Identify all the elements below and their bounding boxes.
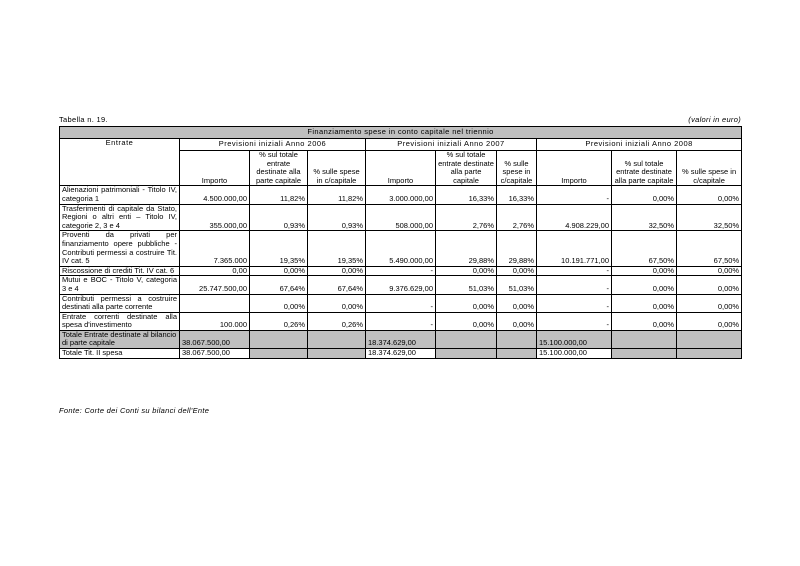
entrate-header: Entrate [60,139,180,186]
year-header-row [60,139,742,151]
empty-cell [436,330,497,348]
cell: 11,82% [308,186,366,204]
cell: 0,00% [497,266,537,276]
empty-cell [497,349,537,359]
table-row [60,186,742,204]
cell: 4.500.000,00 [180,186,250,204]
cell: - [537,294,612,312]
subheader-importo: Importo [537,151,612,186]
cell: 0,00% [250,266,308,276]
empty-cell [677,330,742,348]
cell: 19,35% [250,231,308,266]
total-spesa-row [60,349,742,359]
cell: 0,00% [612,312,677,330]
source-note: Fonte: Corte dei Conti su bilanci dell'Ente [59,406,210,415]
empty-cell [308,349,366,359]
cell: 0,26% [250,312,308,330]
cell: 0,00% [308,294,366,312]
caption-row [59,115,741,125]
cell: 0,00% [436,312,497,330]
cell: 0,00% [497,312,537,330]
empty-cell [612,330,677,348]
cell: 16,33% [436,186,497,204]
capital-funding-table [59,126,742,359]
subheader-pct-entrate: % sul totale entrate destinate alla parte capitale [436,151,497,186]
cell: 32,50% [677,204,742,231]
table-row [60,231,742,266]
row-label: Alienazioni patrimoniali - Titolo IV, categoria 1 [60,186,180,204]
total-entrate-2007: 18.374.629,00 [366,330,436,348]
cell: 0,00% [677,266,742,276]
cell: 0,00% [677,294,742,312]
cell: 10.191.771,00 [537,231,612,266]
empty-cell [497,330,537,348]
cell: 19,35% [308,231,366,266]
cell: 67,64% [308,276,366,294]
cell: - [366,312,436,330]
cell: 67,50% [677,231,742,266]
empty-cell [308,330,366,348]
table-row [60,294,742,312]
cell: - [537,186,612,204]
table-row [60,204,742,231]
table-row [60,312,742,330]
cell: 7.365.000 [180,231,250,266]
cell: 0,00% [497,294,537,312]
subheader-importo: Importo [180,151,250,186]
total-spesa-2007: 18.374.629,00 [366,349,436,359]
subheader-importo: Importo [366,151,436,186]
cell: 3.000.000,00 [366,186,436,204]
row-label: Riscossione di crediti Tit. IV cat. 6 [60,266,180,276]
cell: 67,64% [250,276,308,294]
total-spesa-2008: 15.100.000,00 [537,349,612,359]
empty-cell [612,349,677,359]
cell: 0,00% [677,312,742,330]
year-2007-header: Previsioni iniziali Anno 2007 [366,139,537,151]
cell: 25.747.500,00 [180,276,250,294]
empty-cell [250,349,308,359]
cell: 51,03% [436,276,497,294]
cell: 0,00% [612,186,677,204]
total-entrate-2006: 38.067.500,00 [180,330,250,348]
cell: 0,00% [677,276,742,294]
table-title: Finanziamento spese in conto capitale nel triennio [60,127,742,139]
cell: 100.000 [180,312,250,330]
row-label: Contributi permessi a costruire destinati alla parte corrente [60,294,180,312]
cell: 29,88% [436,231,497,266]
cell: 0,00 [180,266,250,276]
cell: 0,00% [612,266,677,276]
row-label: Mutui e BOC - Titolo V, categoria 3 e 4 [60,276,180,294]
cell: 16,33% [497,186,537,204]
cell: - [366,266,436,276]
cell [180,294,250,312]
subheader-pct-spese: % sulle spese in c/capitale [497,151,537,186]
total-entrate-row [60,330,742,348]
cell: 67,50% [612,231,677,266]
cell: 2,76% [436,204,497,231]
row-label: Trasferimenti di capitale da Stato, Regioni o altri enti – Titolo IV, categorie 2, 3 e 4 [60,204,180,231]
cell: 508.000,00 [366,204,436,231]
subheader-pct-entrate: % sul totale entrate destinate alla parte capitale [612,151,677,186]
cell: 2,76% [497,204,537,231]
table-title-row [60,127,742,139]
total-entrate-2008: 15.100.000,00 [537,330,612,348]
cell: 32,50% [612,204,677,231]
cell: - [537,276,612,294]
cell: 0,00% [436,294,497,312]
cell: 0,00% [436,266,497,276]
year-2006-header: Previsioni iniziali Anno 2006 [180,139,366,151]
subheader-pct-spese: % sulle spese in c/capitale [308,151,366,186]
year-2008-header: Previsioni iniziali Anno 2008 [537,139,742,151]
cell: 51,03% [497,276,537,294]
row-label: Proventi da privati per finanziamento opere pubbliche - Contributi permessi a costruire Tit. IV cat. 5 [60,231,180,266]
cell: 5.490.000,00 [366,231,436,266]
table-number: Tabella n. 19. [59,115,108,124]
cell: 0,00% [250,294,308,312]
cell: 4.908.229,00 [537,204,612,231]
cell: 29,88% [497,231,537,266]
cell: - [366,294,436,312]
subheader-pct-entrate: % sul totale entrate destinate alla parte capitale [250,151,308,186]
cell: - [537,266,612,276]
cell: 0,00% [308,266,366,276]
cell: 0,26% [308,312,366,330]
row-label: Entrate correnti destinate alla spesa d'investimento [60,312,180,330]
units-note: (valori in euro) [688,115,741,124]
cell: 9.376.629,00 [366,276,436,294]
empty-cell [436,349,497,359]
cell: 0,93% [250,204,308,231]
empty-cell [250,330,308,348]
empty-cell [677,349,742,359]
cell: - [537,312,612,330]
cell: 355.000,00 [180,204,250,231]
table-row [60,276,742,294]
total-spesa-label: Totale Tit. II spesa [60,349,180,359]
cell: 0,00% [612,294,677,312]
total-spesa-2006: 38.067.500,00 [180,349,250,359]
subheader-pct-spese: % sulle spese in c/capitale [677,151,742,186]
cell: 0,93% [308,204,366,231]
cell: 0,00% [677,186,742,204]
cell: 0,00% [612,276,677,294]
total-entrate-label: Totale Entrate destinate al bilancio di parte capitale [60,330,180,348]
cell: 11,82% [250,186,308,204]
